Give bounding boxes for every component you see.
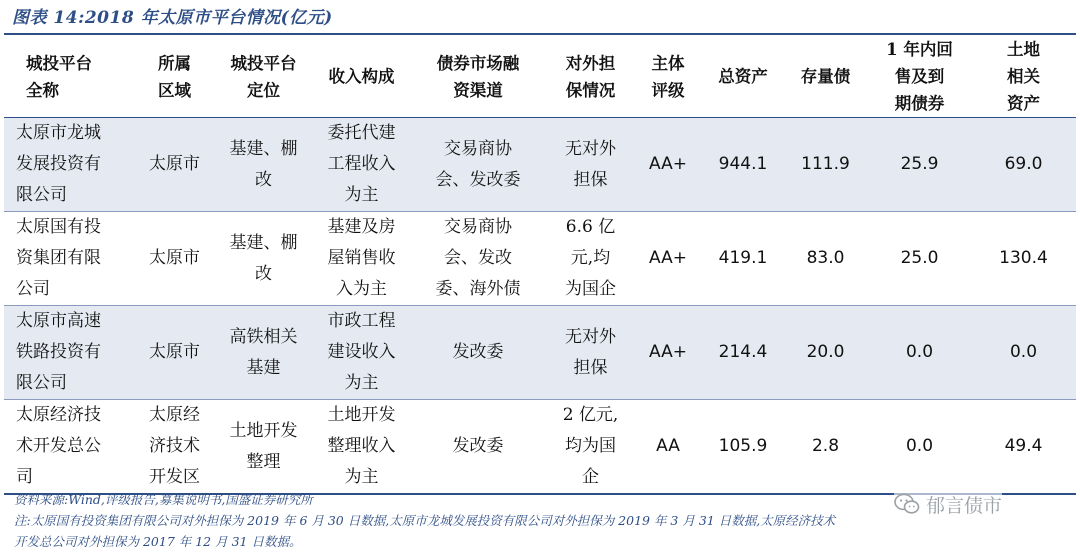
table-row bbox=[4, 118, 1076, 212]
figure-caption: 图表 14:2018 年太原市平台情况(亿元) bbox=[12, 8, 333, 28]
footnote-line-1: 注:太原国有投资集团有限公司对外担保为 2019 年 6 月 30 日数据,太原市龙城发展投资有限公司对外担保为 2019 年 3 月 31 日数据,太原经济技术 bbox=[14, 513, 836, 528]
table-cell: 委托代建 工程收入 为主 bbox=[315, 118, 408, 212]
header-cell: 城投平台 定位 bbox=[212, 36, 315, 118]
table-cell: 419.1 bbox=[703, 212, 783, 306]
table-cell: 太原市 bbox=[137, 212, 212, 306]
table-row bbox=[4, 400, 1076, 495]
header-cell: 对外担 保情况 bbox=[548, 36, 633, 118]
table-cell: 6.6 亿 元,均 为国企 bbox=[548, 212, 633, 306]
table-cell: 交易商协 会、发改 委、海外债 bbox=[408, 212, 548, 306]
wechat-icon bbox=[894, 493, 920, 515]
table-cell: 0.0 bbox=[868, 306, 971, 400]
header-cell: 收入构成 bbox=[315, 36, 408, 118]
watermark bbox=[894, 492, 1002, 516]
table-cell: 0.0 bbox=[868, 400, 971, 495]
footnote-line-2: 开发总公司对外担保为 2017 年 12 月 31 日数据。 bbox=[14, 534, 302, 549]
table-cell: 土地开发 整理收入 为主 bbox=[315, 400, 408, 495]
table-cell: 太原国有投 资集团有限 公司 bbox=[4, 212, 137, 306]
table-cell: 太原经济技 术开发总公 司 bbox=[4, 400, 137, 495]
table-cell: 基建、棚 改 bbox=[212, 212, 315, 306]
table-cell: 太原经 济技术 开发区 bbox=[137, 400, 212, 495]
table-cell: 25.0 bbox=[868, 212, 971, 306]
table-cell: 0.0 bbox=[971, 306, 1076, 400]
table-row bbox=[4, 306, 1076, 400]
table-cell: 49.4 bbox=[971, 400, 1076, 495]
table-cell: 无对外 担保 bbox=[548, 306, 633, 400]
table-top-rule bbox=[4, 33, 1076, 35]
table-cell: 2 亿元, 均为国 企 bbox=[548, 400, 633, 495]
table-cell: 83.0 bbox=[783, 212, 868, 306]
table-cell: AA+ bbox=[633, 118, 703, 212]
table-cell: 太原市龙城 发展投资有 限公司 bbox=[4, 118, 137, 212]
table-cell: 高铁相关 基建 bbox=[212, 306, 315, 400]
table-cell: 111.9 bbox=[783, 118, 868, 212]
header-cell: 1 年内回 售及到 期债券 bbox=[868, 36, 971, 118]
header-cell: 土地 相关 资产 bbox=[971, 36, 1076, 118]
source-note: 资料来源:Wind,评级报告,募集说明书,国盛证券研究所 bbox=[14, 492, 313, 507]
table-cell: 944.1 bbox=[703, 118, 783, 212]
table-cell: AA+ bbox=[633, 306, 703, 400]
table-cell: 交易商协 会、发改委 bbox=[408, 118, 548, 212]
table-cell: 发改委 bbox=[408, 400, 548, 495]
table-row bbox=[4, 212, 1076, 306]
table-cell: 25.9 bbox=[868, 118, 971, 212]
table-cell: AA bbox=[633, 400, 703, 495]
header-cell: 主体 评级 bbox=[633, 36, 703, 118]
header-cell: 所属 区域 bbox=[137, 36, 212, 118]
header-cell: 存量债 bbox=[783, 36, 868, 118]
header-cell: 城投平台 全称 bbox=[4, 36, 137, 118]
table-cell: 太原市 bbox=[137, 306, 212, 400]
table-cell: 发改委 bbox=[408, 306, 548, 400]
table-cell: 20.0 bbox=[783, 306, 868, 400]
table-cell: 市政工程 建设收入 为主 bbox=[315, 306, 408, 400]
table-cell: 214.4 bbox=[703, 306, 783, 400]
table-cell: 无对外 担保 bbox=[548, 118, 633, 212]
table-cell: 基建及房 屋销售收 入为主 bbox=[315, 212, 408, 306]
table-cell: 土地开发 整理 bbox=[212, 400, 315, 495]
header-cell: 债券市场融 资渠道 bbox=[408, 36, 548, 118]
table-cell: 105.9 bbox=[703, 400, 783, 495]
table-cell: 130.4 bbox=[971, 212, 1076, 306]
table-cell: 2.8 bbox=[783, 400, 868, 495]
watermark-text: 郁言债市 bbox=[926, 494, 1003, 517]
table-cell: 太原市高速 铁路投资有 限公司 bbox=[4, 306, 137, 400]
table-cell: 基建、棚 改 bbox=[212, 118, 315, 212]
header-cell: 总资产 bbox=[703, 36, 783, 118]
table-cell: 69.0 bbox=[971, 118, 1076, 212]
table-cell: 太原市 bbox=[137, 118, 212, 212]
table-header-row bbox=[4, 36, 1076, 118]
platform-table bbox=[4, 36, 1076, 495]
table-cell: AA+ bbox=[633, 212, 703, 306]
